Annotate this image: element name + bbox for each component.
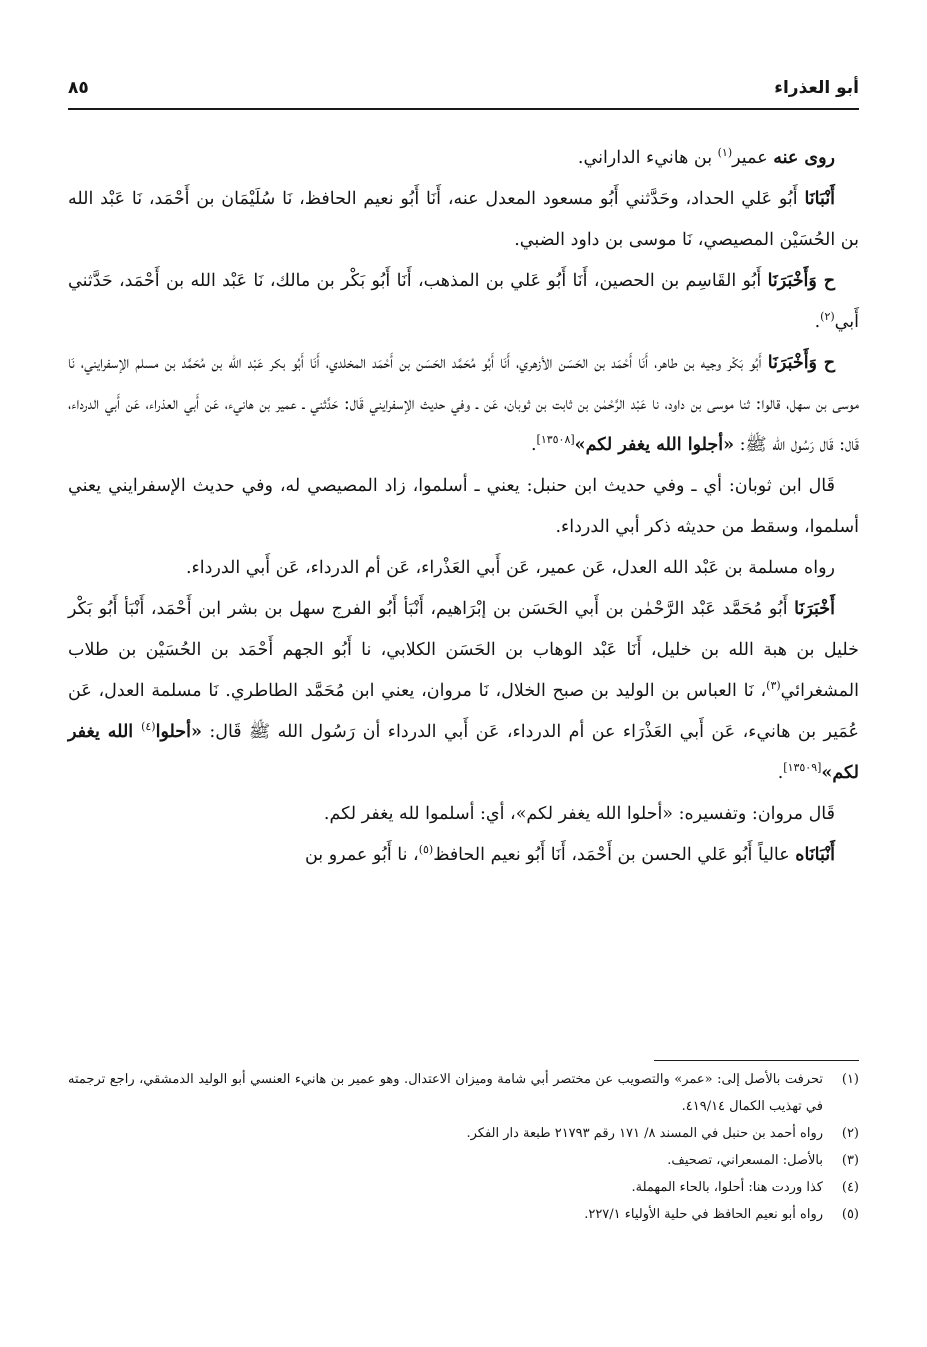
paragraph-text: أَبُو القَاسِم بن الحصين، أَنَا أَبُو عَلي بن المذهب، أَنَا أَبُو بَكْر بن مالك، نَا عَبْد الله بن أَحْمَد، حَدَّثني أَبي: [68, 271, 859, 332]
footnote-ref: (٣): [766, 679, 781, 693]
footnotes: [68, 1066, 859, 1228]
footnote-number: (٣): [841, 1153, 859, 1168]
footnote-4: [68, 1174, 859, 1201]
hadith-quote-continued: الله يغفر لكم»: [68, 722, 859, 783]
keyword: ح وَأَخْبَرَنَا: [767, 353, 835, 373]
paragraph-8: [68, 794, 859, 835]
running-header: [68, 70, 859, 106]
footnote-ref: (٤): [141, 720, 156, 734]
footnote-text: بالأصل: المسعراني، تصحيف.: [667, 1153, 823, 1168]
footnote-ref: (٥): [418, 843, 434, 857]
keyword: أَنْبَانَا: [804, 189, 835, 209]
footnote-ref: (٢): [820, 310, 835, 324]
footnote-ref: (١): [717, 146, 733, 160]
paragraph-text: أَبُو مُحَمَّد عَبْد الرَّحْمٰن بن أَبي الحَسَن بن إبْرَاهيم، أَنْبَأ أَبُو الفرج سهل بن بشر ابن أَحْمَد، أَنْبَأ أَبُو بَكْر خليل بن هبة الله بن خليل، أَنَا عَبْد الوهاب بن الحَسَن الكلابي، نا أَبُو الجهم أَحْمَد بن الحُسَيْن بن طلاب المشغرائي: [68, 599, 859, 701]
footnote-number: (٥): [841, 1207, 859, 1222]
paragraph-9: [68, 835, 859, 876]
footnote-1: [68, 1066, 859, 1120]
paragraph-text: أَبُو بَكْر وجيه بن طاهر، أَنَا أَحْمَد بن الحَسَن الأزهري، أَنَا أَبُو مُحَمَّد الحَسَن بن أَحْمَد المخلدي، أَنَا أَبُو بكر عَبْد الله بن مُحَمَّد بن مسلم الإسفرايني، نَا موسى بن سهل، قالوا: ثنا موسى بن داود، نا عَبْد الرَّحْمٰن بن ثابت بن ثوبان، عَن ـ وفي حديث الإسفرايني قَال: حَدَّثني ـ عمير بن هانيء، عَن أَبي العذراء، عَن أَبي الدرداء، قَال: قَال رَسُول الله ﷺ:: [68, 353, 859, 455]
paragraph-7: [68, 589, 859, 794]
paragraph-5: [68, 466, 859, 548]
paragraph-tail: .: [814, 312, 821, 332]
footnote-number: (٢): [841, 1126, 859, 1141]
paragraph-2: [68, 179, 859, 261]
footnote-rule: [654, 1060, 859, 1061]
page-number: ٨٥: [68, 78, 89, 98]
paragraph-tail: .: [777, 763, 784, 783]
hadith-number: [١٣٥٠٨]: [536, 433, 575, 447]
footnote-3: [68, 1147, 859, 1174]
paragraph-text-continued: ، نَا العباس بن الوليد بن صبح الخلال، نَا مروان، يعني ابن مُحَمَّد الطاطري. نَا مسلمة العدل، عَن عُمَير بن هانيء، عَن أَبي العَذْرَاء عن أم الدرداء، عَن أَبي الدرداء أن رَسُول الله ﷺ قَال:: [68, 681, 859, 742]
paragraph-1: [68, 138, 859, 179]
keyword: ح وَأَخْبَرَنَا: [767, 271, 835, 291]
paragraph-6: [68, 548, 859, 589]
header-rule: [68, 108, 859, 110]
hadith-number: [١٣٥٠٩]: [783, 761, 822, 775]
paragraph-text: عمير: [732, 148, 774, 168]
paragraph-3: [68, 261, 859, 343]
paragraph-tail: بن هانيء الداراني.: [577, 148, 718, 168]
keyword: أَخْبَرَنَا: [794, 599, 835, 619]
paragraph-tail: .: [530, 435, 537, 455]
paragraph-text: عالياً أَبُو عَلي الحسن بن أَحْمَد، أَنَا أَبُو نعيم الحافظ: [433, 845, 796, 865]
footnote-number: (٤): [841, 1180, 859, 1195]
footnote-text: رواه أحمد بن حنبل في المسند ٨/ ١٧١ رقم ٢١٧٩٣ طبعة دار الفكر.: [466, 1126, 823, 1141]
footnote-text: رواه أبو نعيم الحافظ في حلية الأولياء ٢٢٧/١.: [584, 1207, 823, 1222]
paragraph-text: قَال ابن ثوبان: أي ـ وفي حديث ابن حنبل: يعني ـ أسلموا، زاد المصيصي له، وفي حديث الإسفرايني يعني أسلموا، وسقط من حديثه ذكر أبي الدرداء.: [68, 476, 859, 537]
header-title: أبو العذراء: [774, 78, 859, 98]
main-text: [68, 138, 859, 876]
paragraph-text: قَال مروان: وتفسيره: «أحلوا الله يغفر لكم»، أي: أسلموا لله يغفر لكم.: [323, 804, 835, 824]
paragraph-tail: ، نا أَبُو عمرو بن: [304, 845, 419, 865]
keyword: أَنْبَانَاه: [795, 845, 835, 865]
keyword: روى عنه: [773, 148, 835, 168]
paragraph-4: [68, 343, 859, 466]
footnote-2: [68, 1120, 859, 1147]
hadith-quote: «أحلوا: [155, 722, 202, 742]
paragraph-text: أَبُو عَلي الحداد، وحَدَّثني أَبُو مسعود المعدل عنه، أَنَا أَبُو نعيم الحافظ، نَا سُلَيْمَان بن أَحْمَد، نَا عَبْد الله بن الحُسَيْن المصيصي، نَا موسى بن داود الضبي.: [68, 189, 859, 250]
footnote-text: كذا وردت هنا: أحلوا، بالحاء المهملة.: [631, 1180, 823, 1195]
hadith-quote: «أجلوا الله يغفر لكم»: [574, 435, 735, 455]
footnote-number: (١): [841, 1072, 859, 1087]
footnote-text: تحرفت بالأصل إلى: «عمر» والتصويب عن مختصر أبي شامة وميزان الاعتدال. وهو عمير بن هانيء العنسي أبو الوليد الدمشقي، راجع ترجمته في تهذيب الكمال ٤١٩/١٤.: [68, 1072, 823, 1114]
paragraph-text: رواه مسلمة بن عَبْد الله العدل، عَن عمير، عَن أَبي العَذْراء، عَن أم الدرداء، عَن أَبي الدرداء.: [185, 558, 835, 578]
footnote-5: [68, 1201, 859, 1228]
